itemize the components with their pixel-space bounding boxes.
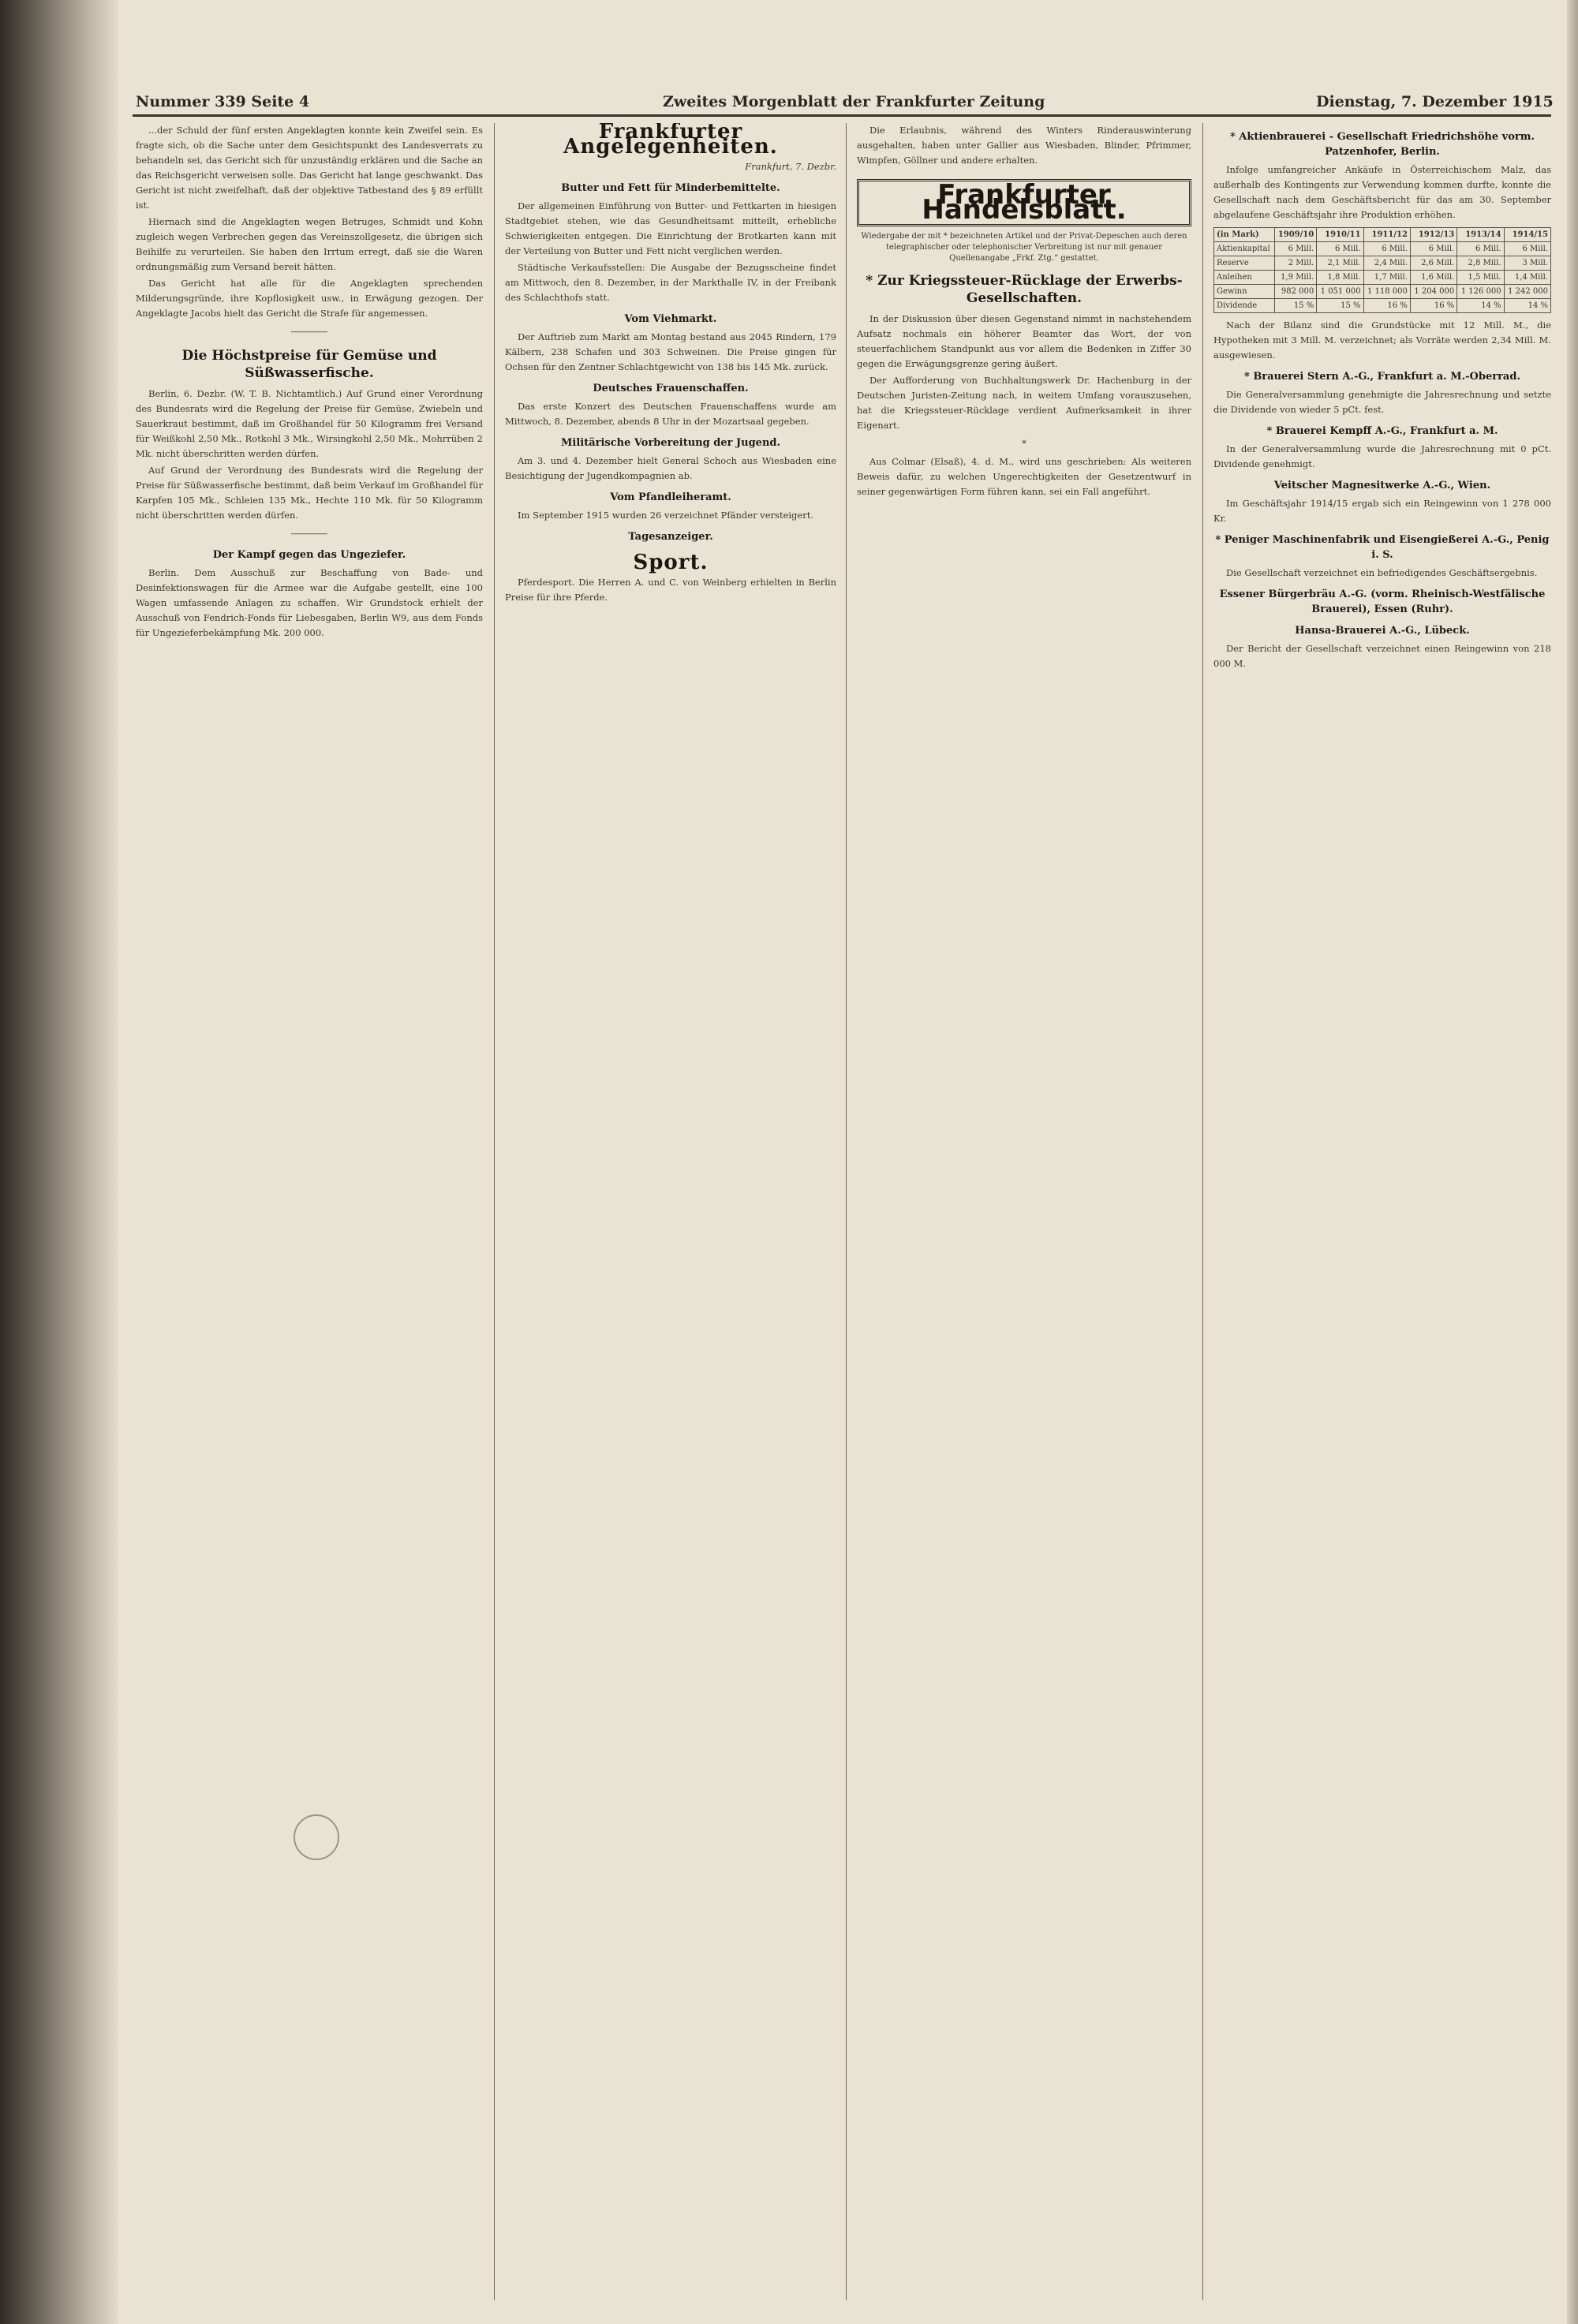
page-edge bbox=[1567, 0, 1578, 2324]
article-title: * Aktienbrauerei - Gesellschaft Friedrichshöhe vorm. Patzenhofer, Berlin. bbox=[1229, 131, 1535, 158]
table-cell: Reserve bbox=[1214, 256, 1275, 271]
article-text: Aus Colmar (Elsaß), 4. d. M., wird uns geschrieben: Als weiteren Beweis dafür, zu welchen Ungerechtigkeiten der Gesetzentwurf in seiner gegenwärtigen Form führen kann, sei ein Fall angeführt. bbox=[857, 456, 1191, 497]
table-cell: 6 Mill. bbox=[1504, 242, 1550, 256]
column-rule bbox=[494, 123, 495, 2300]
section-title: Frankfurter Angelegenheiten. bbox=[563, 123, 778, 159]
article-title: Essener Bürgerbräu A.-G. (vorm. Rheinisch-Westfälische Brauerei), Essen (Ruhr). bbox=[1219, 588, 1546, 615]
article-title: Der Kampf gegen das Ungeziefer. bbox=[212, 549, 406, 561]
library-stamp bbox=[294, 1814, 339, 1860]
table-cell: 1 242 000 bbox=[1504, 285, 1550, 299]
table-cell: 14 % bbox=[1504, 299, 1550, 313]
table-header-cell: 1914/15 bbox=[1504, 228, 1550, 242]
table-cell: 1,6 Mill. bbox=[1410, 271, 1456, 285]
article-text: Das Gericht hat alle für die Angeklagten sprechenden Milderungsgründe, ihre Kopflosigkeit usw., in Erwägung gezogen. Der Angeklagte Jacobs hielt das Gericht die Strafe für angemessen. bbox=[136, 278, 483, 319]
table-cell: 1 126 000 bbox=[1457, 285, 1504, 299]
article-text: ...der Schuld der fünf ersten Angeklagten konnte kein Zweifel sein. Es fragte sich, ob die Sache unter dem Gesichtspunkt des Landesverrats zu behandeln sei, das Gericht sich für unzuständig erklären und die Sache an das Reichsgericht verweisen solle. Das Gericht hat lange geschwankt. Das Gericht ist nicht zweifelhaft, daß der objektive Tatbestand des § 89 erfüllt ist. bbox=[136, 125, 483, 211]
table-header-cell: 1913/14 bbox=[1457, 228, 1504, 242]
article-subtitle: Vom Pfandleiheramt. bbox=[610, 491, 731, 503]
column-rule bbox=[1202, 123, 1203, 2300]
table-row bbox=[1214, 242, 1551, 256]
table-cell: 16 % bbox=[1410, 299, 1456, 313]
table-row bbox=[1214, 271, 1551, 285]
article-subtitle: Deutsches Frauenschaffen. bbox=[593, 383, 749, 394]
column-rule bbox=[846, 123, 847, 2300]
article-title: * Brauerei Stern A.-G., Frankfurt a. M.-Oberrad. bbox=[1244, 371, 1520, 383]
article-text: Hiernach sind die Angeklagten wegen Betruges, Schmidt und Kohn zugleich wegen Verbrechen gegen das Vereinszollgesetz, die übrigen sich Beihilfe zu verurteilen. Sie haben den Irrtum erregt, daß sie die Waren ordnungsmäßig zum Versand bereit hätten. bbox=[136, 216, 483, 272]
table-cell: Aktienkapital bbox=[1214, 242, 1275, 256]
column-2 bbox=[505, 123, 836, 2300]
table-header-cell: 1911/12 bbox=[1363, 228, 1410, 242]
financial-table bbox=[1213, 227, 1551, 313]
table-cell: Dividende bbox=[1214, 299, 1275, 313]
separator: ―――― bbox=[291, 326, 327, 337]
table-cell: 6 Mill. bbox=[1274, 242, 1317, 256]
table-row bbox=[1214, 256, 1551, 271]
table-header-cell: 1910/11 bbox=[1317, 228, 1363, 242]
article-text: Im September 1915 wurden 26 verzeichnet Pfänder versteigert. bbox=[518, 510, 813, 521]
table-cell: Anleihen bbox=[1214, 271, 1275, 285]
table-row bbox=[1214, 299, 1551, 313]
section-title-handelsblatt: Frankfurter Handelsblatt. bbox=[857, 179, 1191, 226]
table-cell: 15 % bbox=[1274, 299, 1317, 313]
section-title: Sport. bbox=[633, 551, 709, 574]
table-cell: 2,1 Mill. bbox=[1317, 256, 1363, 271]
article-text: Die Erlaubnis, während des Winters Rinderauswinterung ausgehalten, haben unter Gallier aus Wiesbaden, Blinder, Pfrimmer, Wimpfen, Göllner und andere erhalten. bbox=[857, 125, 1191, 166]
copyright-note: Wiedergabe der mit * bezeichneten Artikel und der Privat-Depeschen auch deren telegraphischer oder telephonischer Verbreitung ist nur mit genauer Quellenangabe „Frkf. Ztg.“ gestattet. bbox=[861, 232, 1187, 263]
table-cell: 1,4 Mill. bbox=[1504, 271, 1550, 285]
separator: * bbox=[1022, 438, 1026, 449]
table-header-cell: 1909/10 bbox=[1274, 228, 1317, 242]
article-text: Pferdesport. Die Herren A. und C. von Weinberg erhielten in Berlin Preise für ihre Pferde. bbox=[505, 577, 836, 603]
header-date: Dienstag, 7. Dezember 1915 bbox=[1316, 93, 1554, 110]
article-text: Auf Grund der Verordnung des Bundesrats wird die Regelung der Preise für Süßwasserfische bestimmt, daß beim Verkauf im Großhandel für Karpfen 105 Mk., Schleien 135 Mk., Hechte 110 Mk. für 50 Kilogramm nicht überschritten werden dürfen. bbox=[136, 465, 483, 521]
article-title: Butter und Fett für Minderbemittelte. bbox=[561, 182, 780, 194]
article-title: * Zur Kriegssteuer-Rücklage der Erwerbs-Gesellschaften. bbox=[866, 273, 1183, 306]
table-row bbox=[1214, 285, 1551, 299]
column-3 bbox=[857, 123, 1191, 2300]
table-cell: 1,8 Mill. bbox=[1317, 271, 1363, 285]
table-cell: 1,7 Mill. bbox=[1363, 271, 1410, 285]
article-title: * Brauerei Kempff A.-G., Frankfurt a. M. bbox=[1266, 425, 1498, 437]
article-text: Die Gesellschaft verzeichnet ein befriedigendes Geschäftsergebnis. bbox=[1226, 567, 1538, 578]
table-cell: 15 % bbox=[1317, 299, 1363, 313]
table-cell: 1,5 Mill. bbox=[1457, 271, 1504, 285]
column-4 bbox=[1213, 123, 1551, 2300]
article-text: Im Geschäftsjahr 1914/15 ergab sich ein Reingewinn von 1 278 000 Kr. bbox=[1213, 498, 1551, 524]
article-text: Der Aufforderung von Buchhaltungswerk Dr. Hachenburg in der Deutschen Juristen-Zeitung nach, in weitem Umfang vorauszusehen, hat die Kriegssteuer-Rücklage verdient Aufmerksamkeit in ihrer Eigenart. bbox=[857, 375, 1191, 431]
table-cell: 1,9 Mill. bbox=[1274, 271, 1317, 285]
table-header-cell: (in Mark) bbox=[1214, 228, 1275, 242]
table-cell: 982 000 bbox=[1274, 285, 1317, 299]
article-text: Infolge umfangreicher Ankäufe in Österreichischem Malz, das außerhalb des Kontingents zur Verwendung kommen durfte, konnte die Gesellschaft nach dem Geschäftsbericht für das am 30. September abgelaufene Geschäftsjahr ihre Produktion erhöhen. bbox=[1213, 164, 1551, 220]
article-text: Das erste Konzert des Deutschen Frauenschaffens wurde am Mittwoch, 8. Dezember, abends 8 Uhr in der Mozartsaal gegeben. bbox=[505, 401, 836, 427]
table-cell: 2,4 Mill. bbox=[1363, 256, 1410, 271]
header-rule bbox=[133, 114, 1551, 117]
table-cell: 6 Mill. bbox=[1410, 242, 1456, 256]
table-cell: 1 204 000 bbox=[1410, 285, 1456, 299]
article-text: Der Bericht der Gesellschaft verzeichnet einen Reingewinn von 218 000 M. bbox=[1213, 643, 1551, 669]
article-text: In der Diskussion über diesen Gegenstand nimmt in nachstehendem Aufsatz nochmals ein höherer Beamter das Wort, der von steuerfachlichem Standpunkt aus vor allem die Bedenken in Ziffer 30 gegen die Erwägungsgrenze gering äußert. bbox=[857, 313, 1191, 369]
dateline: Frankfurt, 7. Dezbr. bbox=[745, 161, 836, 172]
article-subtitle: Tagesanzeiger. bbox=[628, 531, 713, 543]
article-title: * Peniger Maschinenfabrik und Eisengießerei A.-G., Penig i. S. bbox=[1215, 534, 1550, 561]
article-text: Städtische Verkaufsstellen: Die Ausgabe der Bezugsscheine findet am Mittwoch, den 8. Dezember, in der Markthalle IV, in der Freibank des Schlachthofs statt. bbox=[505, 262, 836, 303]
table-header-cell: 1912/13 bbox=[1410, 228, 1456, 242]
table-cell: 6 Mill. bbox=[1363, 242, 1410, 256]
header-issue: Nummer 339 Seite 4 bbox=[136, 93, 310, 110]
header-masthead: Zweites Morgenblatt der Frankfurter Zeitung bbox=[663, 93, 1045, 110]
article-subtitle: Militärische Vorbereitung der Jugend. bbox=[560, 437, 781, 449]
article-title: Hansa-Brauerei A.-G., Lübeck. bbox=[1295, 625, 1470, 637]
book-binding-gutter bbox=[0, 0, 118, 2324]
article-text: Der allgemeinen Einführung von Butter- und Fettkarten in hiesigen Stadtgebiet stehen, wie das Gesundheitsamt mitteilt, erhebliche Schwierigkeiten entgegen. Die Einrichtung der Brotkarten kann mit der Verteilung von Butter und Fett nicht verglichen werden. bbox=[505, 200, 836, 256]
article-subtitle: Vom Viehmarkt. bbox=[624, 313, 717, 325]
table-cell: Gewinn bbox=[1214, 285, 1275, 299]
column-1 bbox=[136, 123, 483, 2300]
article-text: Berlin. Dem Ausschuß zur Beschaffung von Bade- und Desinfektionswagen für die Armee war die Aufgabe gestellt, eine 100 Wagen umfassende Anlagen zu schaffen. Wir Grundstock erhielt der Ausschuß von Fendrich-Fonds für Liebesgaben, Berlin W9, aus dem Fonds für Ungezieferbekämpfung Mk. 200 000. bbox=[136, 567, 483, 638]
table-header-row bbox=[1214, 228, 1551, 242]
table-cell: 2 Mill. bbox=[1274, 256, 1317, 271]
table-cell: 6 Mill. bbox=[1457, 242, 1504, 256]
article-title: Die Höchstpreise für Gemüse und Süßwasserfische. bbox=[181, 348, 437, 381]
table-cell: 2,8 Mill. bbox=[1457, 256, 1504, 271]
article-text: Am 3. und 4. Dezember hielt General Schoch aus Wiesbaden eine Besichtigung der Jugendkompagnien ab. bbox=[505, 455, 836, 481]
article-text: Berlin, 6. Dezbr. (W. T. B. Nichtamtlich.) Auf Grund einer Verordnung des Bundesrats wird die Regelung der Preise für Gemüse, Zwiebeln und Sauerkraut bestimmt, daß im Großhandel für 50 Kilogramm frei Versand für Weißkohl 2,50 Mk., Rotkohl 3 Mk., Wirsingkohl 2,50 Mk., Mohrrüben 2 Mk. nicht überschritten werden dürfen. bbox=[136, 388, 483, 459]
table-cell: 1 051 000 bbox=[1317, 285, 1363, 299]
article-text: In der Generalversammlung wurde die Jahresrechnung mit 0 pCt. Dividende genehmigt. bbox=[1213, 443, 1551, 469]
table-cell: 1 118 000 bbox=[1363, 285, 1410, 299]
article-title: Veitscher Magnesitwerke A.-G., Wien. bbox=[1273, 480, 1491, 491]
table-cell: 16 % bbox=[1363, 299, 1410, 313]
table-cell: 2,6 Mill. bbox=[1410, 256, 1456, 271]
table-cell: 3 Mill. bbox=[1504, 256, 1550, 271]
table-cell: 14 % bbox=[1457, 299, 1504, 313]
table-cell: 6 Mill. bbox=[1317, 242, 1363, 256]
article-text: Die Generalversammlung genehmigte die Jahresrechnung und setzte die Dividende von wieder 5 pCt. fest. bbox=[1213, 389, 1551, 415]
separator: ―――― bbox=[291, 528, 327, 539]
article-text: Der Auftrieb zum Markt am Montag bestand aus 2045 Rindern, 179 Kälbern, 238 Schafen und 303 Schweinen. Die Preise gingen für Ochsen für den Zentner Schlachtgewicht von 138 bis 145 Mk. zurück. bbox=[505, 331, 836, 372]
article-text: Nach der Bilanz sind die Grundstücke mit 12 Mill. M., die Hypotheken mit 3 Mill. M. verzeichnet; als Vorräte werden 2,34 Mill. M. ausgewiesen. bbox=[1213, 319, 1551, 361]
